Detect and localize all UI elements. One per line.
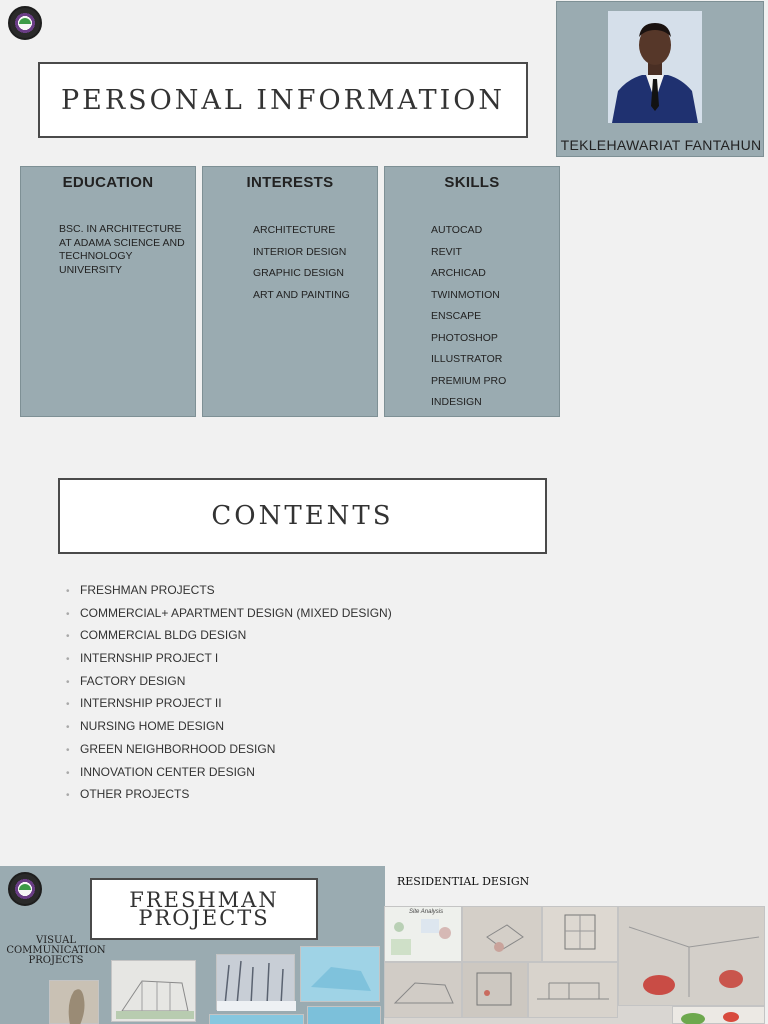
bullet-icon: • xyxy=(66,767,70,779)
bullet-icon: • xyxy=(66,631,70,643)
skill-item: ENSCAPE xyxy=(431,310,482,322)
freshman-title-box xyxy=(90,878,318,940)
contents-item-label: INTERNSHIP PROJECT I xyxy=(80,651,219,666)
skill-item: ILLUSTRATOR xyxy=(431,353,503,365)
site-analysis-image xyxy=(385,907,463,963)
perspective-image xyxy=(619,907,765,1007)
bullet-icon: • xyxy=(66,790,70,802)
skills-card xyxy=(384,166,560,417)
contents-item xyxy=(66,627,392,650)
contents-item xyxy=(66,764,392,787)
floor-plan-image xyxy=(543,907,619,963)
sculpture-thumbnail xyxy=(49,980,99,1024)
plan-sketch-3 xyxy=(462,962,528,1018)
blue-drawing-thumbnail-2 xyxy=(209,1014,304,1024)
bullet-icon: • xyxy=(66,676,70,688)
visual-line: COMMUNICATION xyxy=(6,945,106,956)
contents-item xyxy=(66,673,392,696)
contents-item-label: COMMERCIAL BLDG DESIGN xyxy=(80,628,247,643)
contents-item xyxy=(66,741,392,764)
education-line: BSC. IN ARCHITECTURE xyxy=(59,223,182,235)
freshman-title-line: FRESHMAN xyxy=(129,888,279,912)
color-sketch-image xyxy=(673,1007,765,1024)
contents-item-label: OTHER PROJECTS xyxy=(80,787,190,802)
bullet-icon: • xyxy=(66,699,70,711)
contents-item xyxy=(66,582,392,605)
skill-item: PHOTOSHOP xyxy=(431,331,498,344)
education-line: TECHNOLOGY xyxy=(59,250,133,262)
winter-scene-thumbnail xyxy=(216,954,295,1010)
contents-item xyxy=(66,718,392,741)
winter-scene-image xyxy=(217,955,296,1011)
contents-item-label: COMMERCIAL+ APARTMENT DESIGN (MIXED DESIGN) xyxy=(80,605,392,620)
sculpture-image xyxy=(50,981,100,1024)
interests-list xyxy=(253,223,350,309)
education-line: UNIVERSITY xyxy=(59,263,123,276)
bullet-icon: • xyxy=(66,654,70,666)
residential-collage xyxy=(384,906,765,1024)
blue-drawing-thumbnail-3 xyxy=(307,1006,381,1024)
skill-item: INDESIGN xyxy=(431,396,482,408)
building-sketch-thumbnail xyxy=(111,960,196,1022)
elevation-sketch-2 xyxy=(528,962,618,1018)
visual-line: PROJECTS xyxy=(28,955,84,966)
contents-item-label: INTERNSHIP PROJECT II xyxy=(80,696,222,711)
skill-item: REVIT xyxy=(431,245,462,258)
contents-title: CONTENTS xyxy=(211,501,394,531)
blue-drawing-thumbnail xyxy=(300,946,380,1002)
contents-title-box xyxy=(58,478,547,554)
profile-name: TEKLEHAWARIAT FANTAHUN xyxy=(560,137,762,153)
contents-item-label: FRESHMAN PROJECTS xyxy=(80,583,215,597)
perspective-sketch xyxy=(618,906,765,1006)
elevation-sketch-1 xyxy=(384,962,462,1018)
interest-item: INTERIOR DESIGN xyxy=(253,245,347,258)
interests-card xyxy=(202,166,378,417)
contents-item xyxy=(66,786,392,809)
profile-card xyxy=(556,1,764,157)
plan-sketch-2 xyxy=(542,906,618,962)
visual-line: VISUAL xyxy=(35,935,76,946)
education-card xyxy=(20,166,196,417)
site-analysis-sheet xyxy=(384,906,462,962)
contents-item xyxy=(66,695,392,718)
site-analysis-label: Site Analysis xyxy=(409,909,444,915)
freshman-title-line: PROJECTS xyxy=(138,906,270,930)
plan-image-2 xyxy=(463,963,529,1019)
visual-communication-label xyxy=(4,936,108,966)
contents-list xyxy=(66,582,392,809)
portrait-image xyxy=(608,11,702,123)
skills-heading: SKILLS xyxy=(444,174,500,191)
elevation-image-2 xyxy=(529,963,619,1019)
education-heading: EDUCATION xyxy=(62,174,154,191)
contents-item xyxy=(66,650,392,673)
skill-item: ARCHICAD xyxy=(431,267,486,279)
profile-photo xyxy=(608,11,702,123)
contents-item-label: FACTORY DESIGN xyxy=(80,673,186,688)
university-logo xyxy=(8,872,42,906)
skills-list xyxy=(431,223,506,417)
skill-item: AUTOCAD xyxy=(431,224,483,236)
bullet-icon: • xyxy=(66,586,70,597)
interest-item: GRAPHIC DESIGN xyxy=(253,267,345,279)
interests-heading: INTERESTS xyxy=(246,174,334,191)
freshman-projects-panel xyxy=(0,866,385,1024)
personal-information-title xyxy=(38,62,528,138)
interest-item: ARCHITECTURE xyxy=(253,224,336,236)
color-sketch xyxy=(672,1006,765,1024)
bullet-icon: • xyxy=(66,744,70,756)
contents-item-label: GREEN NEIGHBORHOOD DESIGN xyxy=(80,741,276,756)
contents-item-label: NURSING HOME DESIGN xyxy=(80,719,225,734)
plan-sketch-image xyxy=(463,907,543,963)
building-sketch-image xyxy=(112,961,197,1023)
skill-item: TWINMOTION xyxy=(431,288,500,301)
elevation-image xyxy=(385,963,463,1019)
plan-sketch-1 xyxy=(462,906,542,962)
page-title: PERSONAL INFORMATION xyxy=(60,84,506,116)
university-logo xyxy=(8,6,42,40)
residential-design-label: RESIDENTIAL DESIGN xyxy=(397,875,530,888)
bullet-icon: • xyxy=(66,608,70,620)
contents-item xyxy=(66,605,392,628)
education-line: AT ADAMA SCIENCE AND xyxy=(59,236,185,249)
bullet-icon: • xyxy=(66,722,70,734)
education-details xyxy=(59,223,185,277)
blue-drawing-image xyxy=(301,947,381,1003)
contents-item-label: INNOVATION CENTER DESIGN xyxy=(80,764,255,779)
skill-item: PREMIUM PRO xyxy=(431,374,507,387)
interest-item: ART AND PAINTING xyxy=(253,288,350,301)
